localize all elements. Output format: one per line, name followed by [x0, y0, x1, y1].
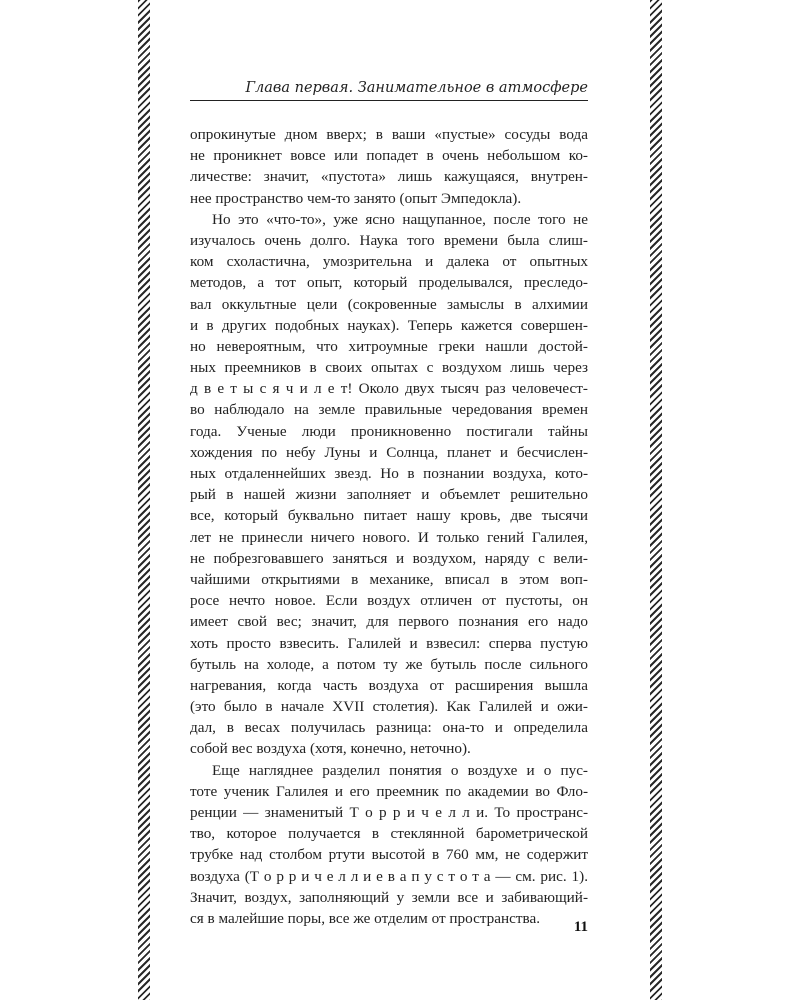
text-line: тво, которое получается в стеклянной барометрической [190, 825, 588, 843]
text-line: ных отдаленнейших звезд. Но в познании воздуха, кото- [190, 465, 588, 482]
body-text [190, 124, 588, 929]
text-line: ся в малейшие поры, все же отделим от пространства. [190, 909, 541, 927]
text-line: но невероятным, что хитроумные греки нашли достой- [190, 337, 588, 355]
text-line: личестве: значит, «пустота» лишь кажущаяся, внутрен- [190, 168, 588, 186]
text-line: (это было в начале XVII столетия). Как Галилей и ожи- [190, 698, 588, 716]
left-decorative-border [138, 0, 150, 1000]
text-line: ных преемников в своих опытах с воздухом лишь через [190, 359, 588, 377]
page-number: 11 [573, 919, 588, 935]
right-decorative-border [650, 0, 662, 1000]
text-line: лет не принесли ничего нового. И только гений Галилея, [190, 528, 588, 546]
text-line: воздуха (Т о р р и ч е л л и е в а п у с т о т а — см. рис. 1). [190, 867, 588, 885]
text-line: росе нечто новое. Если воздух отличен от пустоты, он [190, 592, 588, 610]
text-line: д в е т ы с я ч и л е т! Около двух тысяч раз человечест- [190, 380, 588, 398]
text-line: во наблюдало на земле правильные чередования времен [190, 401, 588, 419]
text-line: не проникнет вовсе или попадет в очень небольшом ко- [190, 147, 588, 165]
text-line: все, который буквально питает нашу кровь, две тысячи [190, 507, 588, 525]
text-line: методов, а тот опыт, который проделывался, преследо- [190, 274, 588, 292]
text-line: хоть просто взвесить. Галилей и взвесил: сперва пустую [190, 634, 588, 652]
text-line: нагревания, когда часть воздуха от расширения вышла [190, 676, 588, 694]
text-line: Еще нагляднее разделил понятия о воздухе и о пус- [212, 761, 588, 779]
text-line: хождения по небу Луны и Солнца, планет и бесчислен- [190, 443, 588, 461]
text-line: тоте ученик Галилея и его преемник по академии во Фло- [190, 782, 588, 800]
text-line: ком схоластична, умозрительна и далека от опытных [190, 253, 588, 271]
text-line: рый в нашей жизни заполняет и объемлет решительно [190, 486, 588, 504]
text-line: не побрезговавшего заняться и воздухом, наряду с вели- [190, 549, 588, 567]
text-line: бутыль на холоде, а потом ту же бутыль после сильного [190, 655, 588, 673]
text-line: трубке над столбом ртути высотой в 760 мм, не содержит [190, 846, 588, 864]
text-line: ренции — знаменитый Т о р р и ч е л л и. То пространс- [190, 804, 588, 821]
running-header: Глава первая. Занимательное в атмосфере [190, 80, 588, 101]
text-line: года. Ученые люди проникновенно постигали тайны [190, 422, 588, 440]
text-line: чайшими открытиями в механике, вписал в этом воп- [190, 570, 588, 588]
text-line: имеет свой вес; значит, для первого познания его надо [190, 613, 588, 631]
text-line: изучалось очень долго. Наука того времени была слиш- [190, 231, 588, 249]
text-line: Но это «что-то», уже ясно нащупанное, после того не [212, 210, 588, 228]
text-line: Значит, воздух, заполняющий у земли все и забивающий- [190, 888, 588, 906]
text-line: нее пространство чем-то занято (опыт Эмпедокла). [190, 189, 522, 207]
text-line: дал, в весах получилась разница: она-то и определила [190, 719, 588, 737]
text-line: опрокинутые дном вверх; в ваши «пустые» сосуды вода [190, 126, 588, 143]
text-line: собой вес воздуха (хотя, конечно, неточно). [190, 740, 471, 758]
text-line: вал оккультные цели (сокровенные замыслы в алхимии [190, 295, 588, 313]
text-line: и в других подобных науках). Теперь кажется совершен- [190, 316, 588, 334]
